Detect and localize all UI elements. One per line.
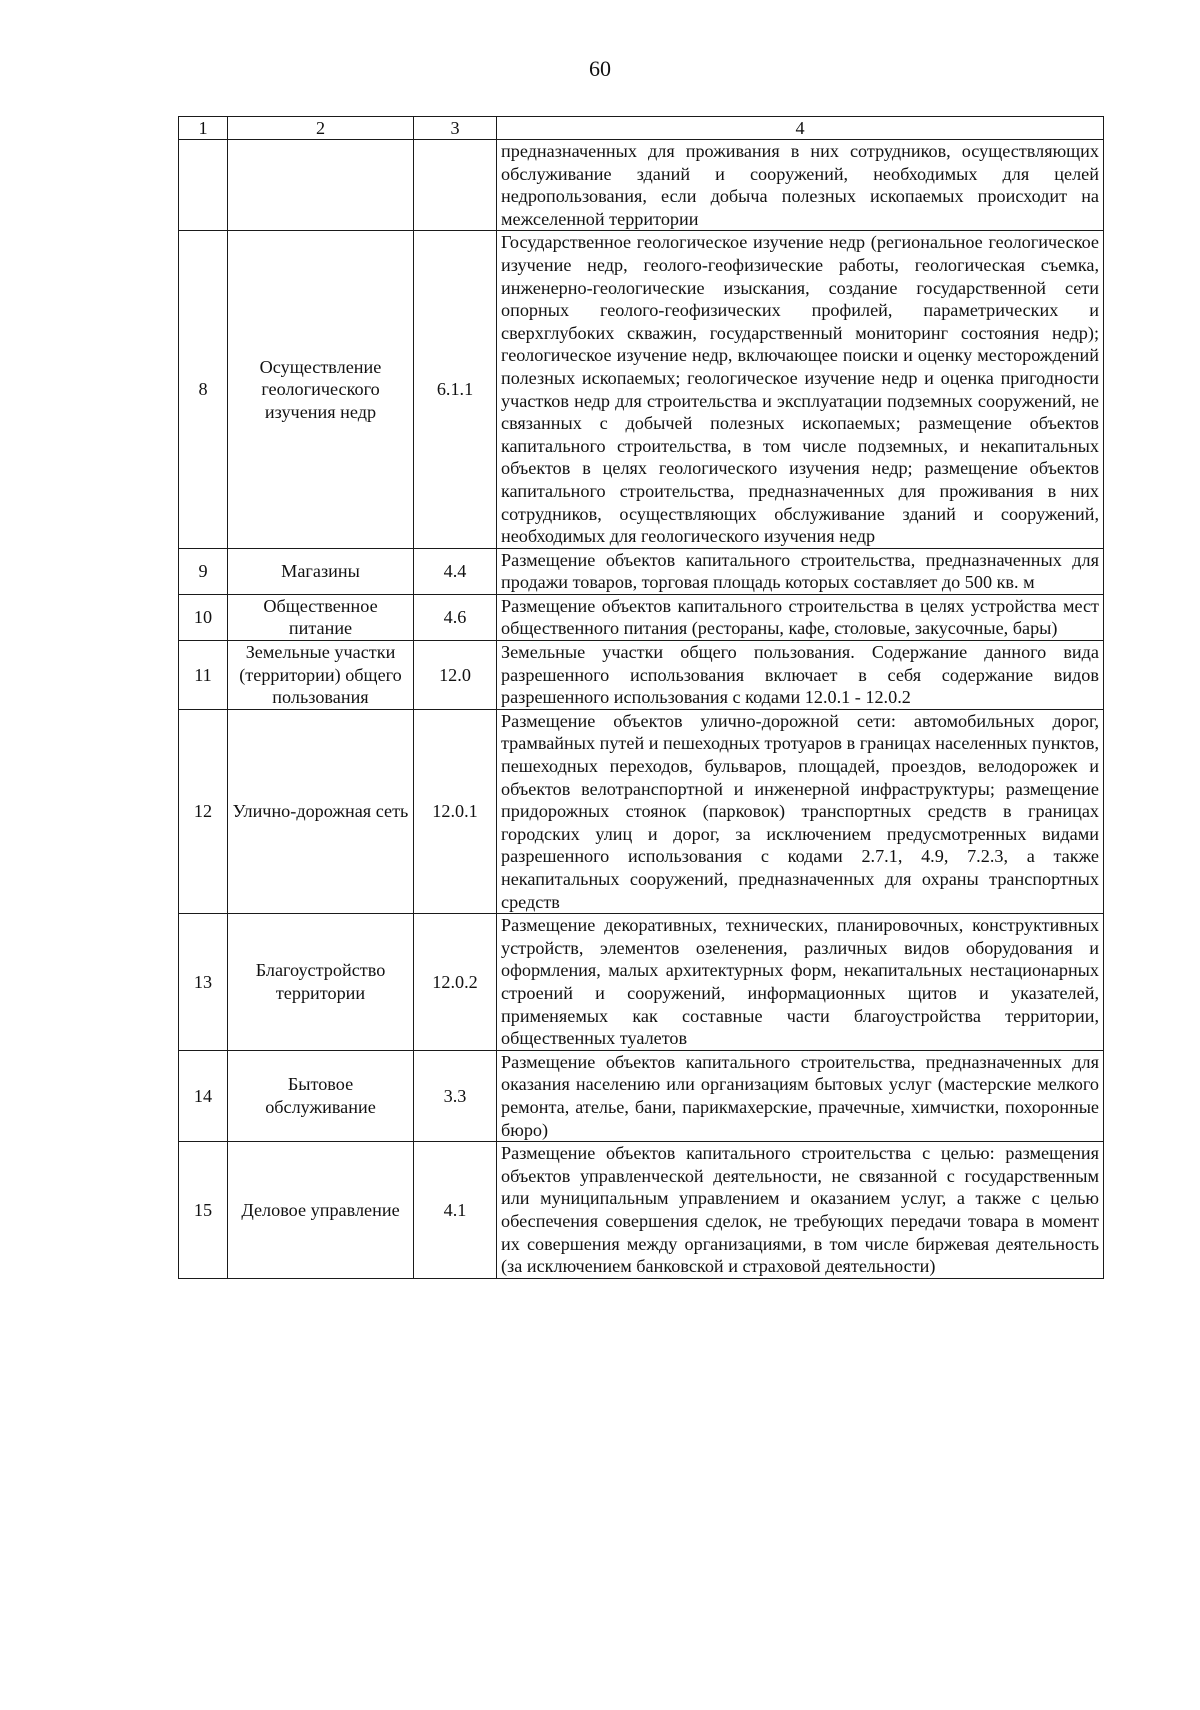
row-number: 13 [179, 914, 228, 1051]
row-code: 4.1 [414, 1142, 497, 1279]
row-number: 11 [179, 641, 228, 710]
row-name: Земельные участки (территории) общего пользования [228, 641, 414, 710]
row-description: Размещение объектов капитального строительства, предназначенных для оказания населению или организациям бытовых услуг (мастерские мелкого ремонта, ателье, бани, парикмахерские, прачечные, химчистки, похоронные бюро) [497, 1050, 1104, 1141]
row-description: предназначенных для проживания в них сотрудников, осуществляющих обслуживание зданий и сооружений, необходимых для целей недропользования, если добыча полезных ископаемых происходит на межселенной территории [497, 140, 1104, 231]
table-row [179, 548, 1104, 594]
row-description: Размещение декоративных, технических, планировочных, конструктивных устройств, элементов озеленения, различных видов оборудования и оформления, малых архитектурных форм, некапитальных нестационарных строений и сооружений, информационных щитов и указателей, применяемых как составные части благоустройства территории, общественных туалетов [497, 914, 1104, 1051]
header-row [179, 117, 1104, 140]
page-number: 60 [589, 56, 611, 81]
row-name: Благоустройство территории [228, 914, 414, 1051]
row-code: 3.3 [414, 1050, 497, 1141]
table-row [179, 594, 1104, 640]
row-number: 10 [179, 594, 228, 640]
row-number [179, 140, 228, 231]
row-name: Улично-дорожная сеть [228, 709, 414, 913]
row-name: Общественное питание [228, 594, 414, 640]
table-row [179, 709, 1104, 913]
row-code: 12.0 [414, 641, 497, 710]
row-number: 15 [179, 1142, 228, 1279]
row-description: Размещение объектов капитального строительства, предназначенных для продажи товаров, торговая площадь которых составляет до 500 кв. м [497, 548, 1104, 594]
row-number: 12 [179, 709, 228, 913]
row-description: Государственное геологическое изучение недр (региональное геологическое изучение недр, геолого-геофизические работы, геологическая съемка, инженерно-геологические изыскания, создание государственной сети опорных геолого-геофизических профилей, параметрических и сверхглубоких скважин, государственный мониторинг состояния недр); геологическое изучение недр, включающее поиски и оценку месторождений полезных ископаемых; геологическое изучение недр и оценка пригодности участков недр для строительства и эксплуатации подземных сооружений, не связанных с добычей полезных ископаемых; размещение объектов капитального строительства, в том числе подземных, и некапитальных объектов в целях геологического изучения недр; размещение объектов капитального строительства, предназначенных для проживания в них сотрудников, осуществляющих обслуживание зданий и сооружений, необходимых для геологического изучения недр [497, 231, 1104, 548]
row-description: Земельные участки общего пользования. Содержание данного вида разрешенного использования включает в себя содержание видов разрешенного использования с кодами 12.0.1 - 12.0.2 [497, 641, 1104, 710]
header-col-description: 4 [497, 117, 1104, 140]
row-code: 4.6 [414, 594, 497, 640]
row-number: 14 [179, 1050, 228, 1141]
row-description: Размещение объектов капитального строительства в целях устройства мест общественного питания (рестораны, кафе, столовые, закусочные, бары) [497, 594, 1104, 640]
row-code [414, 140, 497, 231]
row-code: 4.4 [414, 548, 497, 594]
row-number: 8 [179, 231, 228, 548]
land-use-table [178, 116, 1104, 1279]
header-col-name: 2 [228, 117, 414, 140]
row-code: 12.0.1 [414, 709, 497, 913]
header-col-number: 1 [179, 117, 228, 140]
table-row [179, 1142, 1104, 1279]
row-description: Размещение объектов капитального строительства с целью: размещения объектов управленческой деятельности, не связанной с государственным или муниципальным управлением и оказанием услуг, а также с целью обеспечения совершения сделок, не требующих передачи товара в момент их совершения между организациями, в том числе биржевая деятельность (за исключением банковской и страховой деятельности) [497, 1142, 1104, 1279]
table-row [179, 641, 1104, 710]
table-row [179, 231, 1104, 548]
row-description: Размещение объектов улично-дорожной сети: автомобильных дорог, трамвайных путей и пешеходных тротуаров в границах населенных пунктов, пешеходных переходов, бульваров, площадей, проездов, велодорожек и объектов велотранспортной и инженерной инфраструктуры; размещение придорожных стоянок (парковок) транспортных средств в границах городских улиц и дорог, за исключением предусмотренных видами разрешенного использования с кодами 2.7.1, 4.9, 7.2.3, а также некапитальных сооружений, предназначенных для охраны транспортных средств [497, 709, 1104, 913]
row-name: Деловое управление [228, 1142, 414, 1279]
table-row [179, 1050, 1104, 1141]
table-row [179, 140, 1104, 231]
row-code: 6.1.1 [414, 231, 497, 548]
row-code: 12.0.2 [414, 914, 497, 1051]
row-name: Магазины [228, 548, 414, 594]
header-col-code: 3 [414, 117, 497, 140]
row-name [228, 140, 414, 231]
row-name: Осуществление геологического изучения недр [228, 231, 414, 548]
table-row [179, 914, 1104, 1051]
row-number: 9 [179, 548, 228, 594]
row-name: Бытовое обслуживание [228, 1050, 414, 1141]
